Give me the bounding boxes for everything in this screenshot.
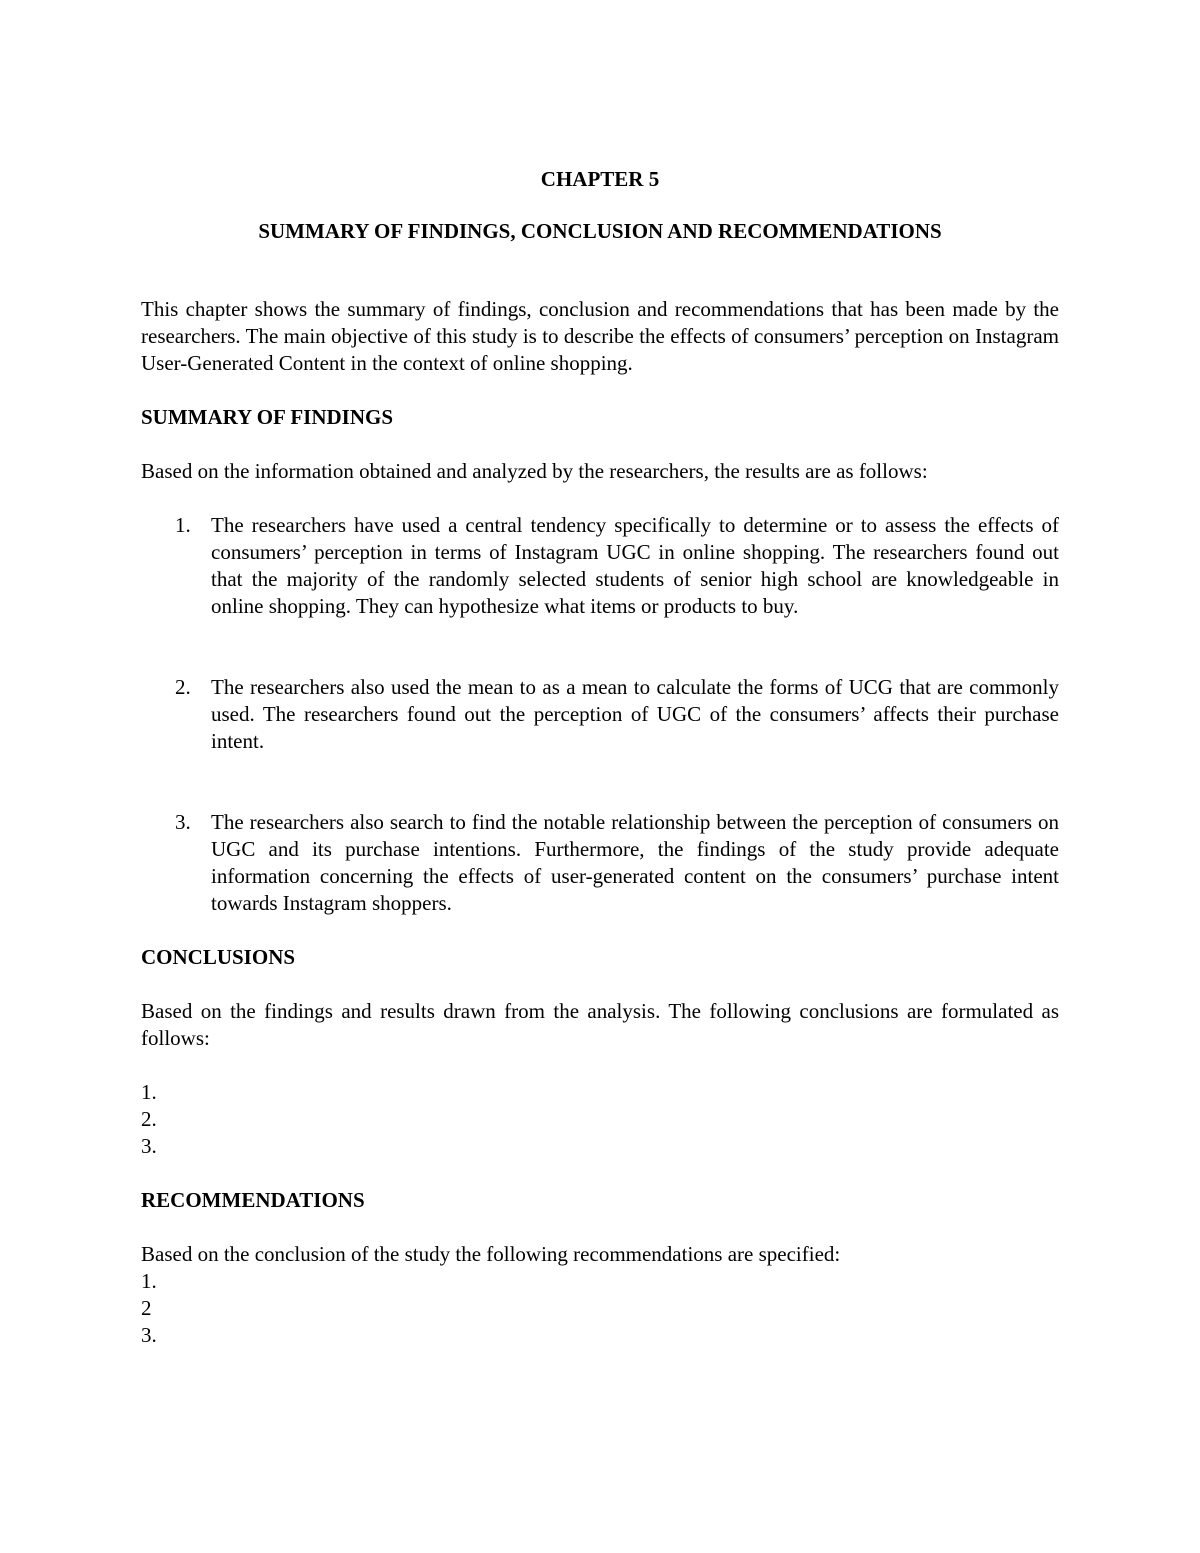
conclusion-item-number: 3. [141, 1134, 157, 1158]
conclusions-lead: Based on the findings and results drawn from the analysis. The following conclusions are formulated as follows: [141, 999, 1059, 1050]
chapter-label: CHAPTER 5 [540, 167, 660, 191]
intro-paragraph: This chapter shows the summary of findings, conclusion and recommendations that has been made by the researchers. The main objective of this study is to describe the effects of consumers’ perception on Instagram User-Generated Content in the context of online shopping. [141, 297, 1059, 375]
recommendation-item-number: 2 [141, 1296, 152, 1320]
summary-heading: SUMMARY OF FINDINGS [141, 405, 394, 429]
recommendation-item-number: 3. [141, 1323, 157, 1347]
recommendation-item-number: 1. [141, 1269, 157, 1293]
list-item-text: The researchers also search to find the notable relationship between the perception of consumers on UGC and its purchase intentions. Furthermore, the findings of the study provide adequate information concerning the effects of user-generated content on the consumers’ purchase intent towards Instagram shoppers. [211, 810, 1059, 915]
list-item-text: The researchers also used the mean to as a mean to calculate the forms of UCG that are commonly used. The researchers found out the perception of UGC of the consumers’ affects their purchase intent. [211, 675, 1059, 753]
conclusion-item-number: 1. [141, 1080, 157, 1104]
list-item-number: 3. [175, 810, 191, 834]
summary-lead: Based on the information obtained and analyzed by the researchers, the results are as follows: [141, 459, 928, 483]
list-item-text: The researchers have used a central tendency specifically to determine or to assess the effects of consumers’ perception in terms of Instagram UGC in online shopping. The researchers found out that the majority of the randomly selected students of senior high school are knowledgeable in online shopping. They can hypothesize what items or products to buy. [211, 513, 1059, 618]
list-item-number: 2. [175, 675, 191, 699]
list-item-number: 1. [175, 513, 191, 537]
conclusion-item-number: 2. [141, 1107, 157, 1131]
recommendations-lead: Based on the conclusion of the study the following recommendations are specified: [141, 1242, 841, 1266]
recommendations-heading: RECOMMENDATIONS [141, 1188, 365, 1212]
conclusions-heading: CONCLUSIONS [141, 945, 296, 969]
chapter-title: SUMMARY OF FINDINGS, CONCLUSION AND RECOMMENDATIONS [258, 219, 942, 243]
